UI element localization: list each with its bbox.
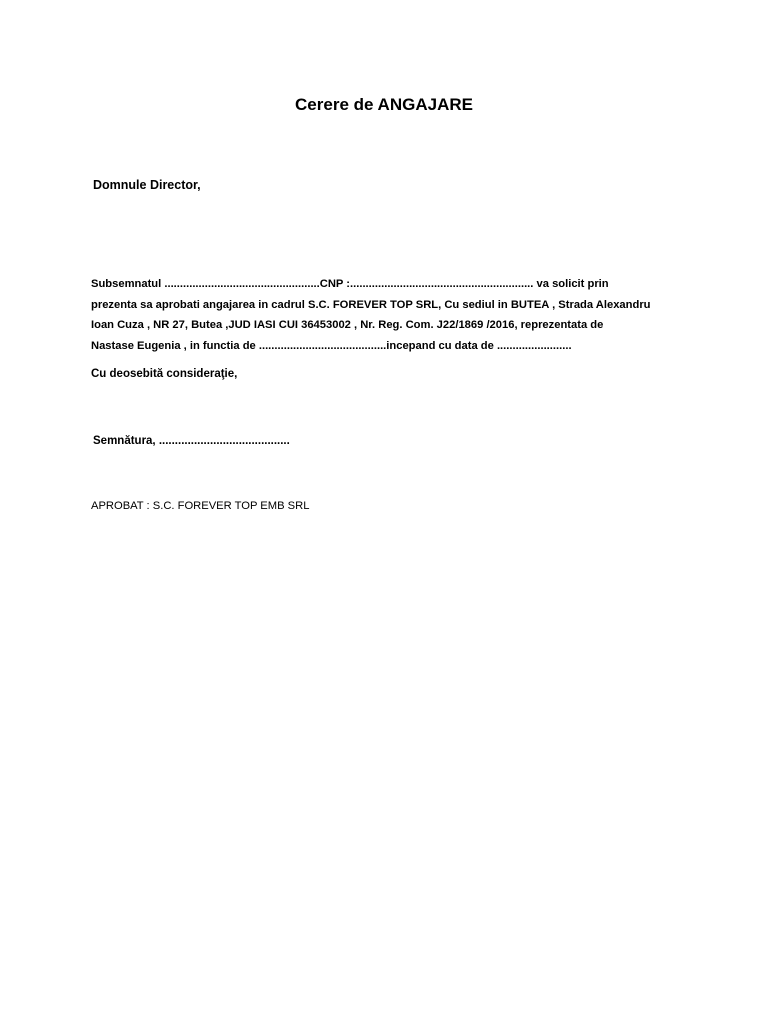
body-line: Ioan Cuza , NR 27, Butea ,JUD IASI CUI 36453002 , Nr. Reg. Com. J22/1869 /2016, reprezentata de [91, 319, 604, 331]
approval-line: APROBAT : S.C. FOREVER TOP EMB SRL [91, 500, 310, 512]
body-line: Subsemnatul ..................................................CNP :........................................................... va solicit prin [91, 278, 609, 290]
body-line: Nastase Eugenia , in functia de .........................................incepand cu data de ........................ [91, 339, 572, 352]
signature-line: Semnătura, ......................................... [93, 435, 290, 447]
document-title: Cerere de ANGAJARE [295, 95, 473, 114]
request-body [91, 274, 681, 356]
closing-formula: Cu deosebită consideraţie, [91, 368, 238, 380]
body-line: prezenta sa aprobati angajarea in cadrul S.C. FOREVER TOP SRL, Cu sediul in BUTEA , Strada Alexandru [91, 298, 651, 311]
greeting: Domnule Director, [93, 178, 201, 192]
